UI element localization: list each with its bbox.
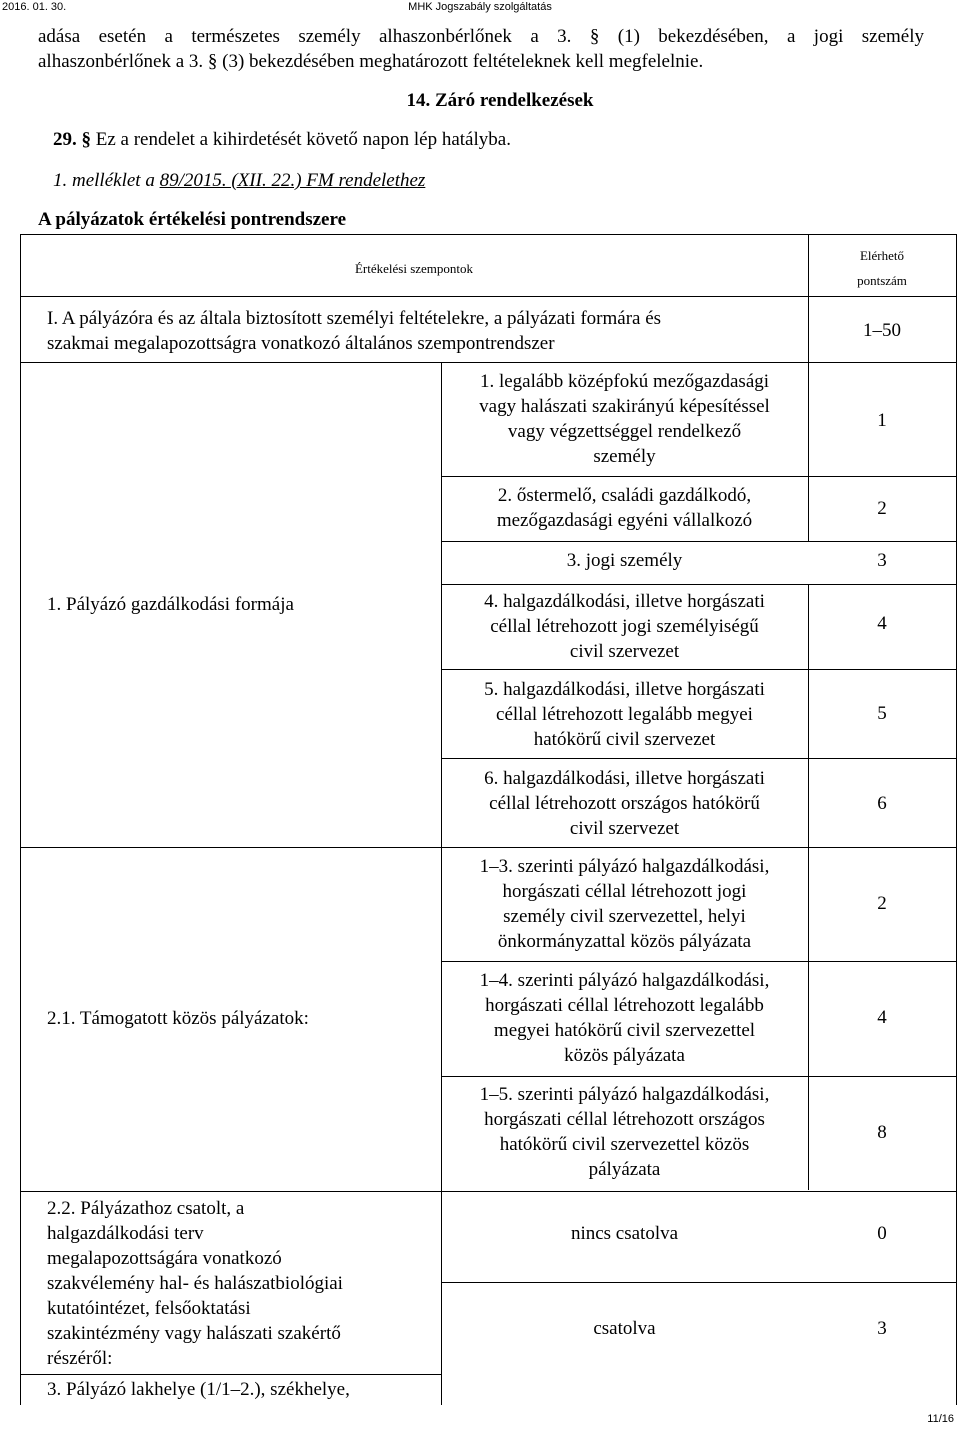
section-points: 1–50: [863, 320, 901, 341]
criteria-cell: [441, 1316, 808, 1341]
section-heading-line: szakmai megalapozottságra vonatkozó általános szempontrendszer: [47, 333, 555, 354]
points-cell: 8: [877, 1122, 887, 1143]
table-title: A pályázatok értékelési pontrendszere: [38, 209, 347, 230]
paragraph-29: [53, 127, 511, 152]
criteria-line: 1–5. szerinti pályázó halgazdálkodási,: [479, 1084, 770, 1105]
criteria-header: Értékelési szempontok: [354, 261, 474, 276]
criteria-cell: [441, 1082, 808, 1182]
points-header-line1: Elérhető: [859, 248, 905, 263]
criteria-cell: [441, 968, 808, 1068]
criteria-line: céllal létrehozott országos hatókörű: [489, 793, 760, 814]
criteria-cell: [441, 854, 808, 954]
criteria-line: 3. jogi személy: [566, 550, 683, 571]
table-border: [441, 1282, 957, 1283]
table-border: [20, 1191, 957, 1192]
criteria-line: 2. őstermelő, családi gazdálkodó,: [497, 485, 752, 506]
points-cell: 4: [877, 613, 887, 634]
criteria-line: horgászati céllal létrehozott legalább: [485, 995, 764, 1016]
criteria-line: személy civil szervezettel, helyi: [503, 906, 746, 927]
criteria-line: hatókörű civil szervezet: [533, 729, 716, 750]
chapter-title: [0, 88, 960, 113]
annex-prefix: 1. melléklet a: [53, 170, 160, 191]
table-border: [20, 1374, 442, 1375]
table-border: [441, 476, 957, 477]
group-label-line: megalapozottságára vonatkozó: [47, 1248, 282, 1269]
criteria-cell: [441, 589, 808, 664]
criteria-line: horgászati céllal létrehozott országos: [484, 1109, 765, 1130]
intro-line: alhaszonbérlőnek a 3. § (3) bekezdésében meghatározott feltételeknek kell megfelelnie.: [38, 51, 704, 72]
annex-regulation-link[interactable]: 89/2015. (XII. 22.) FM rendelethez: [159, 170, 426, 191]
criteria-cell: [441, 766, 808, 841]
criteria-line: hatókörű civil szervezettel közös: [499, 1134, 750, 1155]
table-border: [20, 234, 957, 235]
table-border: [441, 541, 957, 542]
points-cell: 4: [877, 1007, 887, 1028]
criteria-line: 5. halgazdálkodási, illetve horgászati: [484, 679, 765, 700]
points-cell: 0: [877, 1223, 887, 1244]
criteria-line: 4. halgazdálkodási, illetve horgászati: [484, 591, 765, 612]
group-label-residence: 3. Pályázó lakhelye (1/1–2.), székhelye,: [47, 1379, 350, 1400]
group-label-line: kutatóintézet, felsőoktatási: [47, 1298, 251, 1319]
criteria-line: csatolva: [593, 1318, 656, 1339]
table-border: [20, 234, 21, 1405]
table-border: [20, 296, 957, 297]
criteria-line: civil szervezet: [569, 641, 680, 662]
criteria-line: személy: [593, 446, 656, 467]
points-cell: 1: [877, 410, 887, 431]
group-label-business-form: 1. Pályázó gazdálkodási formája: [47, 594, 294, 615]
criteria-cell: [441, 677, 808, 752]
points-cell: 5: [877, 703, 887, 724]
group-label-expert-opinion: [47, 1196, 437, 1371]
group-label-line: 2.2. Pályázathoz csatolt, a: [47, 1198, 245, 1219]
criteria-line: pályázata: [588, 1159, 661, 1180]
group-label-line: részéről:: [47, 1348, 113, 1369]
criteria-line: horgászati céllal létrehozott jogi: [502, 881, 747, 902]
criteria-line: megyei hatókörű civil szervezettel: [493, 1020, 756, 1041]
group-label-line: szakvélemény hal- és halászatbiológiai: [47, 1273, 343, 1294]
paragraph-number: 29. §: [53, 129, 91, 150]
group-label-line: halgazdálkodási terv: [47, 1223, 204, 1244]
criteria-line: 1–4. szerinti pályázó halgazdálkodási,: [479, 970, 770, 991]
points-cell: 6: [877, 793, 887, 814]
criteria-line: vagy halászati szakirányú képesítéssel: [479, 396, 770, 417]
table-border: [956, 234, 957, 1405]
points-cell: 3: [877, 550, 887, 571]
criteria-cell: [441, 548, 808, 573]
points-cell: 2: [877, 498, 887, 519]
criteria-cell: [441, 369, 808, 469]
intro-line: adása esetén a természetes személy alhaszonbérlőnek a 3. § (1) bekezdésében, a jogi személy: [38, 26, 924, 47]
chapter-title-text: 14. Záró rendelkezések: [406, 90, 594, 111]
paragraph-text: Ez a rendelet a kihirdetését követő napon lép hatályba.: [95, 129, 511, 150]
criteria-cell: [441, 483, 808, 533]
page-number: 11/16: [927, 1413, 954, 1425]
criteria-line: nincs csatolva: [570, 1223, 679, 1244]
criteria-line: önkormányzattal közös pályázata: [497, 931, 752, 952]
points-cell: 2: [877, 893, 887, 914]
section-heading: [47, 306, 807, 356]
criteria-line: vagy végzettséggel rendelkező: [507, 421, 742, 442]
table-border: [20, 847, 957, 848]
table-border: [441, 1076, 957, 1077]
print-date: 2016. 01. 30.: [2, 1, 67, 13]
criteria-line: 1. legalább középfokú mezőgazdasági: [479, 371, 770, 392]
criteria-line: közös pályázata: [564, 1045, 685, 1066]
section-heading-line: I. A pályázóra és az általa biztosított személyi feltételekre, a pályázati formára és: [47, 308, 662, 329]
criteria-line: mezőgazdasági egyéni vállalkozó: [496, 510, 753, 531]
table-border: [441, 961, 957, 962]
table-border: [20, 362, 957, 363]
group-label-joint-applications: 2.1. Támogatott közös pályázatok:: [47, 1008, 309, 1029]
table-border: [441, 669, 957, 670]
page-header: [0, 0, 960, 16]
group-label-line: szakintézmény vagy halászati szakértő: [47, 1323, 341, 1344]
criteria-cell: [441, 1221, 808, 1246]
points-cell: 3: [877, 1318, 887, 1339]
table-border: [441, 758, 957, 759]
annex-heading: [53, 168, 425, 193]
points-header-line2: pontszám: [857, 273, 907, 288]
criteria-line: civil szervezet: [569, 818, 680, 839]
table-border: [441, 584, 957, 585]
criteria-line: céllal létrehozott legalább megyei: [496, 704, 753, 725]
criteria-line: céllal létrehozott jogi személyiségű: [490, 616, 759, 637]
service-name: MHK Jogszabály szolgáltatás: [408, 1, 552, 13]
intro-paragraph: [38, 24, 924, 74]
criteria-line: 6. halgazdálkodási, illetve horgászati: [484, 768, 765, 789]
criteria-line: 1–3. szerinti pályázó halgazdálkodási,: [479, 856, 770, 877]
